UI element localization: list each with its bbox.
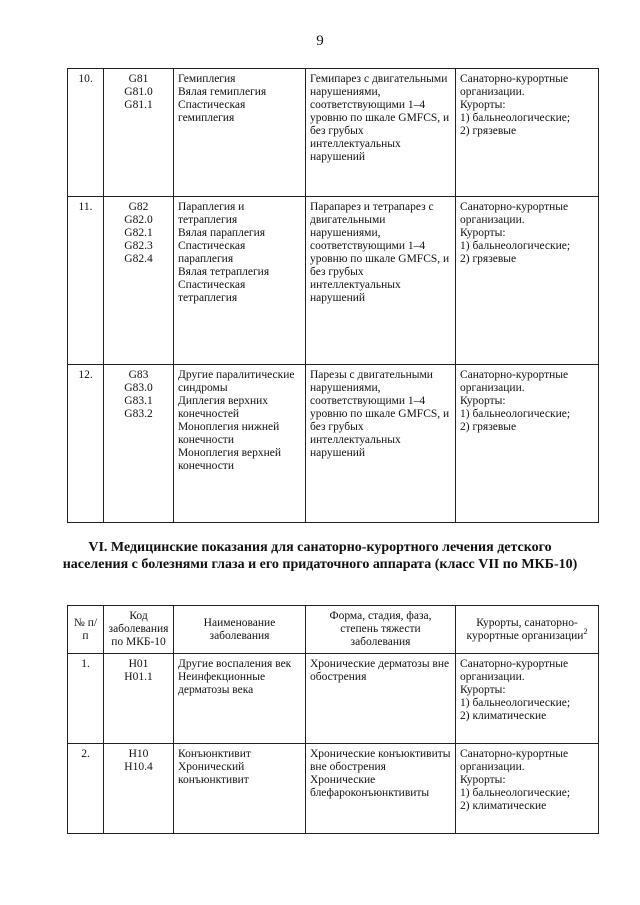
code-block	[108, 408, 169, 421]
icd-code: G83.1	[124, 395, 153, 407]
name-block	[178, 761, 301, 787]
header-resort	[456, 606, 599, 654]
resort-line: Курорты:	[460, 227, 506, 239]
resort-types	[456, 69, 599, 197]
resort-line: 1) бальнеологические;	[460, 697, 571, 709]
name-block	[178, 369, 301, 395]
indications-table-nervous	[67, 68, 599, 523]
disease-forms	[306, 744, 456, 834]
disease-names	[174, 69, 306, 197]
resort-line: Санаторно-курортные организации.	[460, 748, 569, 773]
resort-line: Курорты:	[460, 774, 506, 786]
code-block	[108, 227, 169, 240]
disease-names	[174, 654, 306, 744]
resort-types	[456, 744, 599, 834]
code-block	[108, 382, 169, 395]
code-block	[108, 253, 169, 266]
header-resort-text: Курорты, санаторно-курортные организации	[466, 616, 584, 642]
resort-line: 1) бальнеологические;	[460, 240, 571, 252]
resort-line: Курорты:	[460, 99, 506, 111]
resort-types	[456, 654, 599, 744]
icd-codes	[104, 197, 174, 365]
disease-name: Спастическая тетраплегия	[178, 279, 246, 304]
name-block	[178, 395, 301, 421]
disease-name: Спастическая параплегия	[178, 240, 246, 265]
name-block	[178, 671, 301, 697]
icd-code: G82	[128, 201, 149, 213]
code-block	[108, 201, 169, 214]
code-block	[108, 240, 169, 253]
disease-form: Хронические дерматозы вне обострения	[310, 658, 450, 683]
disease-form: Хронические конъюктивиты вне обострения	[310, 748, 451, 773]
icd-codes	[104, 69, 174, 197]
disease-name: Вялая тетраплегия	[178, 266, 270, 278]
resort-line: 2) климатические	[460, 710, 547, 722]
form-block	[310, 748, 451, 774]
icd-code: G83.0	[124, 382, 153, 394]
code-block	[108, 658, 169, 671]
resort-line: Санаторно-курортные организации.	[460, 201, 569, 226]
icd-codes	[104, 744, 174, 834]
disease-form: Парезы с двигательными нарушениями, соответствующими 1–4 уровню по шкале GMFCS, и без грубых интеллектуальных нарушений	[306, 365, 456, 523]
table-row	[68, 654, 599, 744]
disease-name: Другие паралитические синдромы	[178, 369, 295, 394]
icd-code: G82.0	[124, 214, 153, 226]
icd-code: H10	[128, 748, 149, 760]
icd-code: G82.4	[124, 253, 153, 265]
disease-form: Гемипарез с двигательными нарушениями, соответствующими 1–4 уровню по шкале GMFCS, и без грубых интеллектуальных нарушений	[306, 69, 456, 197]
name-block	[178, 266, 301, 279]
icd-code: H10.4	[124, 761, 153, 773]
icd-codes	[104, 654, 174, 744]
disease-name: Вялая гемиплегия	[178, 86, 267, 98]
disease-name: Неинфекционные дерматозы века	[178, 671, 266, 696]
name-block	[178, 658, 301, 671]
code-block	[108, 73, 169, 86]
row-number: 2.	[68, 744, 104, 834]
code-block	[108, 369, 169, 382]
name-block	[178, 421, 301, 447]
disease-name: Спастическая гемиплегия	[178, 99, 246, 124]
disease-name: Хронический конъюнктивит	[178, 761, 249, 786]
disease-names	[174, 365, 306, 523]
resort-line: 1) бальнеологические;	[460, 408, 571, 420]
icd-code: G81.0	[124, 86, 153, 98]
resort-line: 2) грязевые	[460, 253, 517, 265]
code-block	[108, 671, 169, 684]
header-code: Код заболевания по МКБ-10	[104, 606, 174, 654]
disease-name: Гемиплегия	[178, 73, 236, 85]
header-form: Форма, стадия, фаза, степень тяжести заболевания	[306, 606, 456, 654]
disease-name: Конъюнктивит	[178, 748, 251, 760]
disease-name: Вялая параплегия	[178, 227, 266, 239]
resort-line: 2) грязевые	[460, 125, 517, 137]
name-block	[178, 99, 301, 125]
icd-codes	[104, 365, 174, 523]
resort-line: 1) бальнеологические;	[460, 787, 571, 799]
row-number: 10.	[68, 69, 104, 197]
disease-name: Моноплегия нижней конечности	[178, 421, 280, 446]
disease-name: Диплегия верхних конечностей	[178, 395, 269, 420]
name-block	[178, 279, 301, 305]
table-header-row	[68, 606, 599, 654]
page-number: 9	[316, 33, 324, 49]
code-block	[108, 748, 169, 761]
name-block	[178, 240, 301, 266]
code-block	[108, 214, 169, 227]
code-block	[108, 761, 169, 774]
section-heading: VI. Медицинские показания для санаторно-курортного лечения детского населения с болезнями глаза и его придаточного аппарата (класс VII по МКБ-10)	[62, 540, 578, 572]
disease-form: Парапарез и тетрапарез с двигательными нарушениями, соответствующими 1–4 уровню по шкале GMFCS, и без грубых интеллектуальных нарушений	[306, 197, 456, 365]
indications-table-eye	[67, 605, 599, 834]
disease-names	[174, 744, 306, 834]
code-block	[108, 86, 169, 99]
row-number: 11.	[68, 197, 104, 365]
icd-code: H01.1	[124, 671, 153, 683]
disease-name: Другие воспаления век	[178, 658, 292, 670]
form-block	[310, 658, 451, 684]
icd-code: G81	[128, 73, 149, 85]
disease-forms	[306, 654, 456, 744]
resort-line: 2) грязевые	[460, 421, 517, 433]
code-block	[108, 395, 169, 408]
icd-code: H01	[128, 658, 149, 670]
header-resort-footnote: 2	[583, 626, 588, 636]
icd-code: G81.1	[124, 99, 153, 111]
name-block	[178, 748, 301, 761]
icd-code: G82.1	[124, 227, 153, 239]
resort-types	[456, 365, 599, 523]
disease-names	[174, 197, 306, 365]
disease-name: Параплегия и тетраплегия	[178, 201, 245, 226]
row-number: 1.	[68, 654, 104, 744]
resort-line: 2) климатические	[460, 800, 547, 812]
name-block	[178, 201, 301, 227]
resort-line: Санаторно-курортные организации.	[460, 73, 569, 98]
icd-code: G83	[128, 369, 149, 381]
form-block	[310, 774, 451, 800]
resort-line: Санаторно-курортные организации.	[460, 658, 569, 683]
disease-name: Моноплегия верхней конечности	[178, 447, 282, 472]
name-block	[178, 73, 301, 86]
table-row	[68, 365, 599, 523]
table-row	[68, 69, 599, 197]
name-block	[178, 447, 301, 473]
resort-line: Курорты:	[460, 395, 506, 407]
resort-line: Санаторно-курортные организации.	[460, 369, 569, 394]
disease-form: Хронические блефароконъюнктивиты	[310, 774, 430, 799]
table-row	[68, 197, 599, 365]
code-block	[108, 99, 169, 112]
resort-line: 1) бальнеологические;	[460, 112, 571, 124]
name-block	[178, 86, 301, 99]
header-name: Наименование заболевания	[174, 606, 306, 654]
row-number: 12.	[68, 365, 104, 523]
resort-types	[456, 197, 599, 365]
header-num: № п/п	[68, 606, 104, 654]
icd-code: G82.3	[124, 240, 153, 252]
table-row	[68, 744, 599, 834]
name-block	[178, 227, 301, 240]
icd-code: G83.2	[124, 408, 153, 420]
resort-line: Курорты:	[460, 684, 506, 696]
